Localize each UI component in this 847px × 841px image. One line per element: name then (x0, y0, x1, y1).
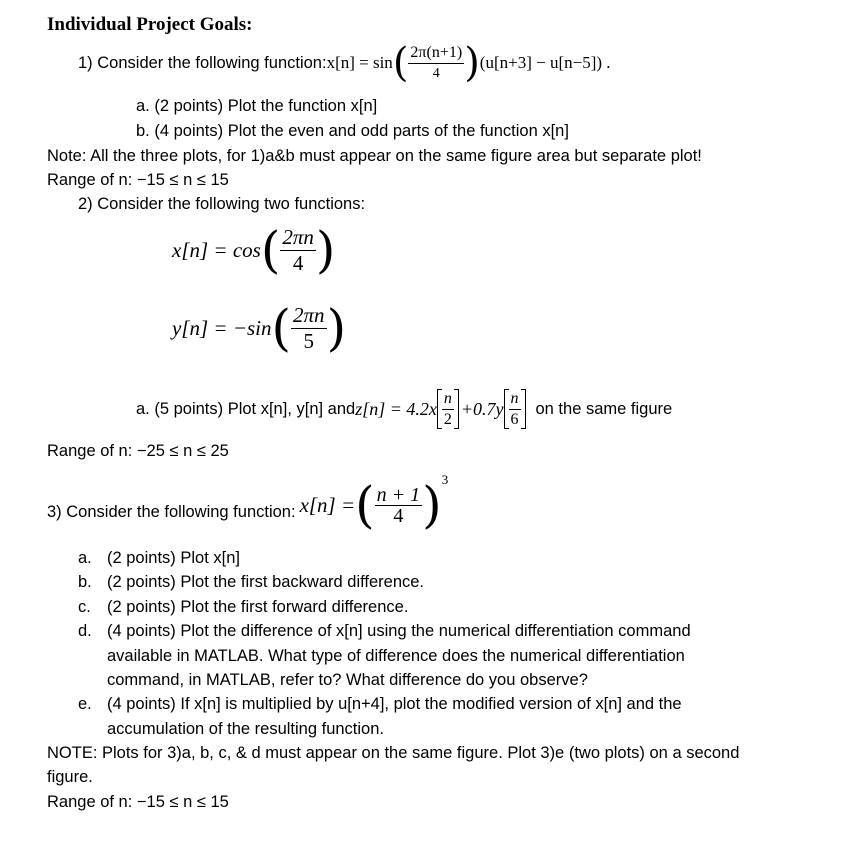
fraction-denominator: 2 (443, 410, 452, 428)
fraction-numerator: n (510, 389, 519, 407)
right-bracket (454, 389, 459, 429)
list-item-text: (2 points) Plot x[n] (107, 549, 240, 567)
list-item-text: accumulation of the resulting function. (107, 719, 384, 738)
eq-x-lhs: x[n] = cos (172, 237, 261, 262)
list-item-label: b. (78, 573, 92, 592)
right-paren: ) (315, 221, 336, 279)
right-paren: ) (422, 476, 442, 534)
eq-3-exponent: 3 (441, 472, 449, 487)
problem-1-fraction (408, 43, 464, 84)
list-item (78, 597, 691, 621)
problem-3-note-line-2: figure. (47, 768, 93, 786)
eq-z-fraction-2 (509, 389, 521, 430)
fraction-denominator: 4 (292, 250, 304, 275)
left-paren: ( (260, 221, 281, 279)
fraction-numerator: 2π(n+1) (410, 43, 463, 61)
list-item (78, 548, 691, 572)
problem-3-lead: 3) Consider the following function: (47, 503, 296, 521)
list-item (78, 694, 691, 718)
fraction-numerator: 2πn (282, 224, 314, 249)
problem-2a (136, 384, 672, 434)
list-item-label: a. (78, 549, 92, 567)
list-item-text: command, in MATLAB, refer to? What difference do you observe? (107, 670, 588, 689)
fraction-numerator: 2πn (293, 302, 325, 327)
problem-3-statement (47, 470, 448, 540)
list-item (78, 646, 691, 670)
left-paren: ( (355, 476, 375, 534)
equation-x-cos (172, 222, 335, 278)
fraction-denominator: 6 (510, 410, 519, 428)
right-paren: ) (464, 40, 480, 86)
list-item-label: e. (78, 695, 92, 714)
right-bracket (521, 389, 526, 429)
document-title: Individual Project Goals: (47, 14, 253, 35)
eq-3-fraction (375, 485, 423, 526)
problem-3-note-line-1: NOTE: Plots for 3)a, b, c, & d must appear on the same figure. Plot 3)e (two plots) on a second (47, 744, 740, 762)
list-item-text: (2 points) Plot the first forward difference. (107, 597, 409, 616)
problem-1-note: Note: All the three plots, for 1)a&b must appear on the same figure area but separate plot! (47, 147, 702, 165)
equation-y-sin (172, 300, 346, 356)
left-paren: ( (271, 299, 292, 357)
eq-z-fraction-1 (442, 389, 454, 430)
problem-1a: a. (2 points) Plot the function x[n] (136, 97, 378, 115)
problem-2a-suffix: on the same figure (535, 400, 673, 418)
problem-2-range: Range of n: −25 ≤ n ≤ 25 (47, 442, 229, 460)
list-item (78, 670, 691, 694)
fraction-numerator: n (443, 389, 452, 407)
fraction-denominator: 4 (432, 65, 440, 81)
left-paren: ( (392, 40, 409, 86)
problem-1-range: Range of n: −15 ≤ n ≤ 15 (47, 171, 229, 189)
eq-3-lhs: x[n] = (299, 493, 356, 517)
problem-1-eq-tail: (u[n+3] − u[n−5]) . (479, 53, 611, 72)
list-item-text: (2 points) Plot the first backward difference. (107, 573, 425, 592)
fraction-numerator: n + 1 (376, 483, 421, 506)
eq-y-lhs: y[n] = −sin (172, 315, 272, 340)
list-item-text: (4 points) If x[n] is multiplied by u[n+4], plot the modified version of x[n] and the (107, 695, 682, 714)
problem-1b: b. (4 points) Plot the even and odd parts of the function x[n] (136, 122, 569, 140)
list-item-label: d. (78, 622, 92, 641)
eq-z-lhs: z[n] = 4.2x (355, 399, 437, 419)
fraction-denominator: 5 (303, 328, 315, 353)
problem-2-lead: 2) Consider the following two functions: (78, 195, 366, 213)
problem-3-range: Range of n: −15 ≤ n ≤ 15 (47, 793, 229, 811)
problem-1-eq-lhs: x[n] = sin (326, 53, 393, 72)
list-item-label: c. (78, 597, 91, 616)
fraction-denominator: 4 (393, 504, 404, 527)
problem-1-lead: 1) Consider the following function: (78, 54, 327, 72)
list-item-text: available in MATLAB. What type of difference does the numerical differentiation (107, 646, 685, 665)
right-paren: ) (326, 299, 347, 357)
list-item (78, 572, 691, 596)
list-item (78, 719, 691, 743)
problem-1-statement (78, 40, 611, 86)
eq-z-mid: +0.7y (460, 399, 504, 419)
eq-y-fraction (291, 303, 327, 354)
list-item-text: (4 points) Plot the difference of x[n] using the numerical differentiation command (107, 622, 691, 641)
eq-x-fraction (280, 225, 316, 276)
problem-2a-prefix: a. (5 points) Plot x[n], y[n] and (136, 400, 356, 418)
problem-3-list (78, 548, 691, 743)
list-item (78, 621, 691, 645)
